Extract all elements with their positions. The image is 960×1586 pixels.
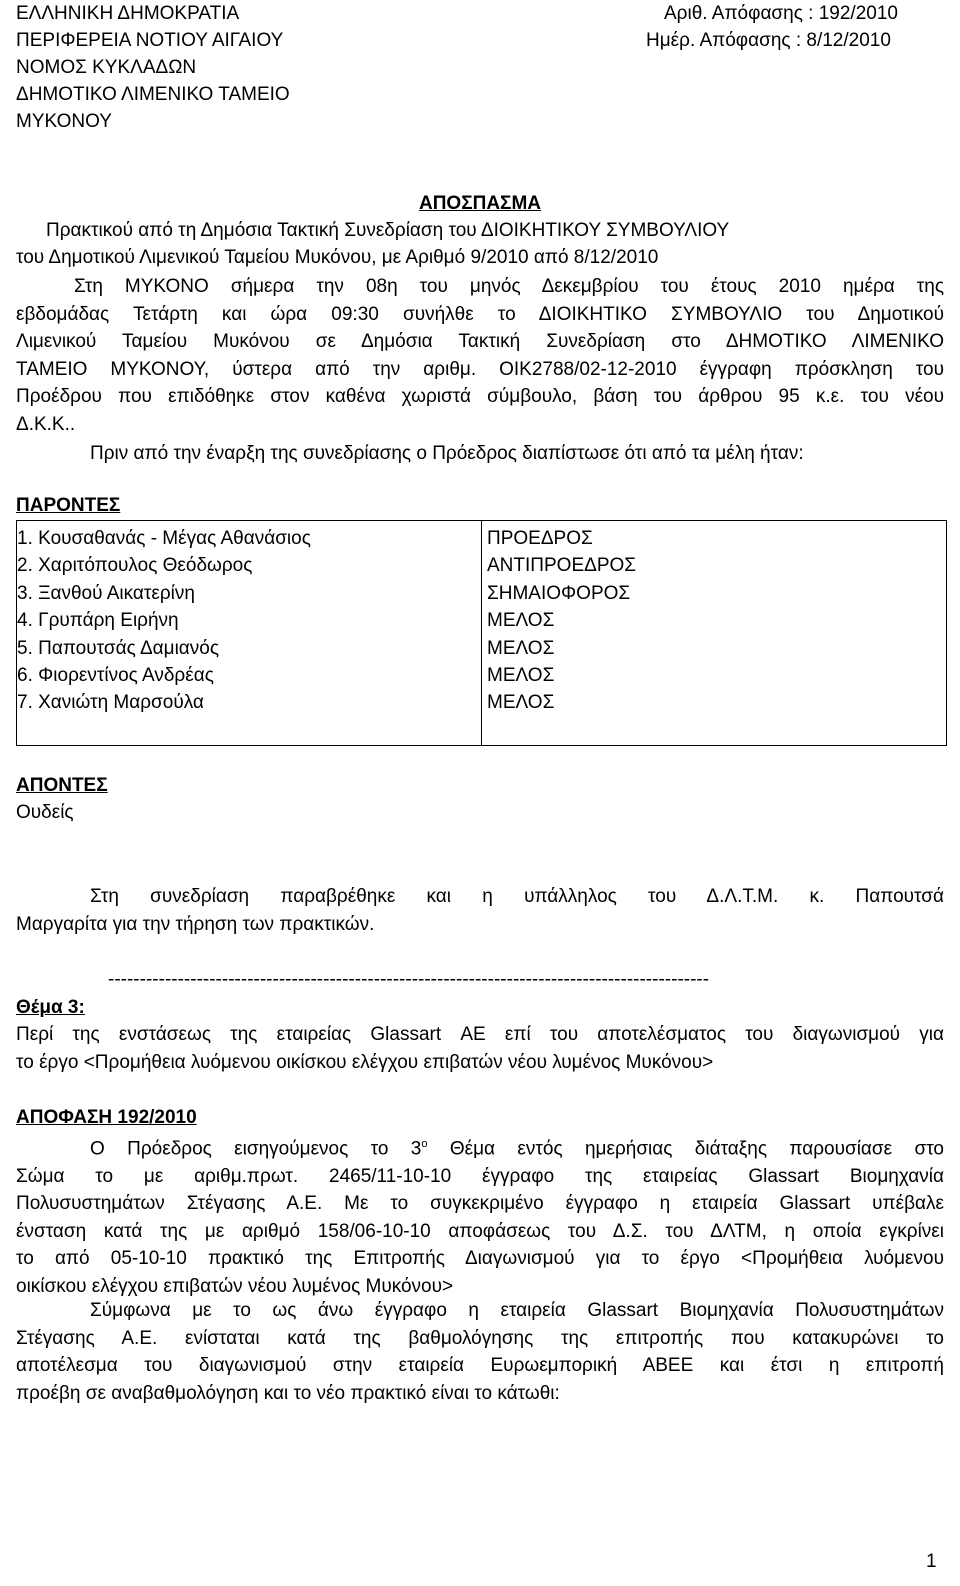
member-name: 5. Παπουτσάς Δαμιανός xyxy=(17,637,220,659)
paragraph-line: Πολυσυστημάτων Στέγασης Α.Ε. Με το συγκεκριμένο έγγραφο η εταιρεία Glassart υπέβαλε xyxy=(16,1193,944,1215)
header-line: ΕΛΛΗΝΙΚΗ ΔΗΜΟΚΡΑΤΙΑ xyxy=(16,3,240,24)
paragraph-line: Μαργαρίτα για την τήρηση των πρακτικών. xyxy=(16,913,375,935)
members-column xyxy=(17,525,479,717)
paragraph-line: Λιμενικού Ταμείου Μυκόνου σε Δημόσια Τακτική Συνεδρίαση στο ΔΗΜΟΤΙΚΟ ΛΙΜΕΝΙΚΟ xyxy=(16,331,944,352)
page-number: 1 xyxy=(926,1551,937,1572)
member-role: ΠΡΟΕΔΡΟΣ xyxy=(487,528,593,549)
intro-line: του Δημοτικού Λιμενικού Ταμείου Μυκόνου, με Αριθμό 9/2010 από 8/12/2010 xyxy=(16,247,659,268)
topic-heading: Θέμα 3: xyxy=(16,997,85,1018)
secretary-paragraph xyxy=(16,883,944,938)
paragraph-line: Δ.Κ.Κ.. xyxy=(16,413,76,435)
member-role: ΑΝΤΙΠΡΟΕΔΡΟΣ xyxy=(487,555,637,577)
extract-title: ΑΠΟΣΠΑΣΜΑ xyxy=(418,193,541,214)
header-line: ΠΕΡΙΦΕΡΕΙΑ ΝΟΤΙΟΥ ΑΙΓΑΙΟΥ xyxy=(16,30,284,51)
paragraph-line: προέβη σε αναβαθμολόγηση και το νέο πρακτικό είναι το κάτωθι: xyxy=(16,1382,560,1404)
paragraph-line: το έργο <Προμήθεια λυόμενου οικίσκου ελέγχου επιβατών νέου λυμένος Μυκόνου> xyxy=(16,1051,714,1073)
header-line: ΜΥΚΟΝΟΥ xyxy=(16,111,112,132)
paragraph-line: εβδομάδας Τετάρτη και ώρα 09:30 συνήλθε το ΔΙΟΙΚΗΤΙΚΟ ΣΥΜΒΟΥΛΙΟ του Δημοτικού xyxy=(16,303,944,325)
decision-number: Αριθ. Απόφασης : 192/2010 xyxy=(664,3,898,24)
paragraph-line: ένσταση κατά της με αριθμό 158/06-10-10 αποφάσεως του Δ.Σ. του ΔΛΤΜ, η οποία εγκρίνει xyxy=(16,1220,944,1242)
quorum-line: Πριν από την έναρξη της συνεδρίασης ο Πρόεδρος διαπίστωσε ότι από τα μέλη ήταν: xyxy=(90,443,804,464)
member-name: 4. Γρυπάρη Ειρήνη xyxy=(17,610,179,632)
paragraph-line xyxy=(16,1131,944,1163)
paragraph-line: Στη συνεδρίαση παραβρέθηκε και η υπάλληλος του Δ.Λ.Τ.Μ. κ. Παπουτσά xyxy=(90,886,944,907)
absent-heading: ΑΠΟΝΤΕΣ xyxy=(16,775,108,796)
decision-heading: ΑΠΟΦΑΣΗ 192/2010 xyxy=(16,1107,197,1128)
roles-column xyxy=(487,525,937,717)
paragraph-line: αποτέλεσμα του διαγωνισμού στην εταιρεία Ευρωεμπορική ΑΒΕΕ και έτσι η επιτροπή xyxy=(16,1355,944,1376)
paragraph-line: Στη ΜΥΚΟΝΟ σήμερα την 08η του μηνός Δεκεμβρίου του έτους 2010 ημέρα της xyxy=(74,276,944,297)
meeting-paragraph xyxy=(16,273,944,438)
member-role: ΜΕΛΟΣ xyxy=(487,637,555,659)
header-line: ΝΟΜΟΣ ΚΥΚΛΑΔΩΝ xyxy=(16,57,197,78)
decision-paragraph-2 xyxy=(16,1297,944,1407)
header-authority xyxy=(16,0,290,135)
member-role: ΜΕΛΟΣ xyxy=(487,610,555,632)
present-heading: ΠΑΡΟΝΤΕΣ xyxy=(16,495,121,516)
member-name: 2. Χαριτόπουλος Θεόδωρος xyxy=(17,555,253,577)
absent-value: Ουδείς xyxy=(16,802,74,823)
member-name: 6. Φιορεντίνος Ανδρέας xyxy=(17,665,214,687)
separator-line: ----------------------------------------------------------------------------------------------- xyxy=(108,969,710,990)
member-name: 1. Κουσαθανάς - Μέγας Αθανάσιος xyxy=(17,528,311,549)
decision-date: Ημέρ. Απόφασης : 8/12/2010 xyxy=(646,30,891,51)
text-run: Θέμα εντός ημερήσιας διάταξης παρουσίασε στο xyxy=(427,1138,944,1160)
paragraph-line: Προέδρου που επιδόθηκε στον καθένα χωριστά σύμβουλο, βάση του άρθρου 95 κ.ε. του νέου xyxy=(16,386,944,407)
paragraph-line: ΤΑΜΕΙΟ ΜΥΚΟΝΟΥ, ύστερα από την αριθμ. ΟΙΚ2788/02-12-2010 έγγραφη πρόσκληση του xyxy=(16,358,944,380)
members-table xyxy=(16,520,947,746)
paragraph-line: Περί της ενστάσεως της εταιρείας Glassart ΑΕ επί του αποτελέσματος του διαγωνισμού για xyxy=(16,1024,944,1045)
paragraph-line: Σώμα το με αριθμ.πρωτ. 2465/11-10-10 έγγραφο της εταιρείας Glassart Βιομηχανία xyxy=(16,1165,944,1187)
table-divider xyxy=(481,521,482,745)
decision-paragraph-1 xyxy=(16,1131,944,1300)
topic-paragraph xyxy=(16,1021,944,1076)
member-role: ΣΗΜΑΙΟΦΟΡΟΣ xyxy=(487,582,631,604)
text-run: Ο Πρόεδρος εισηγούμενος το 3 xyxy=(90,1138,422,1160)
paragraph-line: οικίσκου ελέγχου επιβατών νέου λυμένος Μυκόνου> xyxy=(16,1275,454,1297)
paragraph-line: Σύμφωνα με το ως άνω έγγραφο η εταιρεία Glassart Βιομηχανία Πολυσυστημάτων xyxy=(90,1300,944,1321)
paragraph-line: το από 05-10-10 πρακτικό της Επιτροπής Διαγωνισμού για το έργο <Προμήθεια λυόμενου xyxy=(16,1248,944,1270)
member-name: 7. Χανιώτη Μαρσούλα xyxy=(17,692,204,714)
member-name: 3. Ξανθού Αικατερίνη xyxy=(17,582,195,604)
paragraph-line: Στέγασης Α.Ε. ενίσταται κατά της βαθμολόγησης της επιτροπής που κατακυρώνει το xyxy=(16,1327,944,1349)
superscript: ο xyxy=(421,1138,428,1150)
member-role: ΜΕΛΟΣ xyxy=(487,692,555,714)
intro-line: Πρακτικού από τη Δημόσια Τακτική Συνεδρίαση του ΔΙΟΙΚΗΤΙΚΟΥ ΣΥΜΒΟΥΛΙΟΥ xyxy=(46,220,730,241)
member-role: ΜΕΛΟΣ xyxy=(487,665,555,687)
header-line: ΔΗΜΟΤΙΚΟ ΛΙΜΕΝΙΚΟ ΤΑΜΕΙΟ xyxy=(16,84,290,105)
